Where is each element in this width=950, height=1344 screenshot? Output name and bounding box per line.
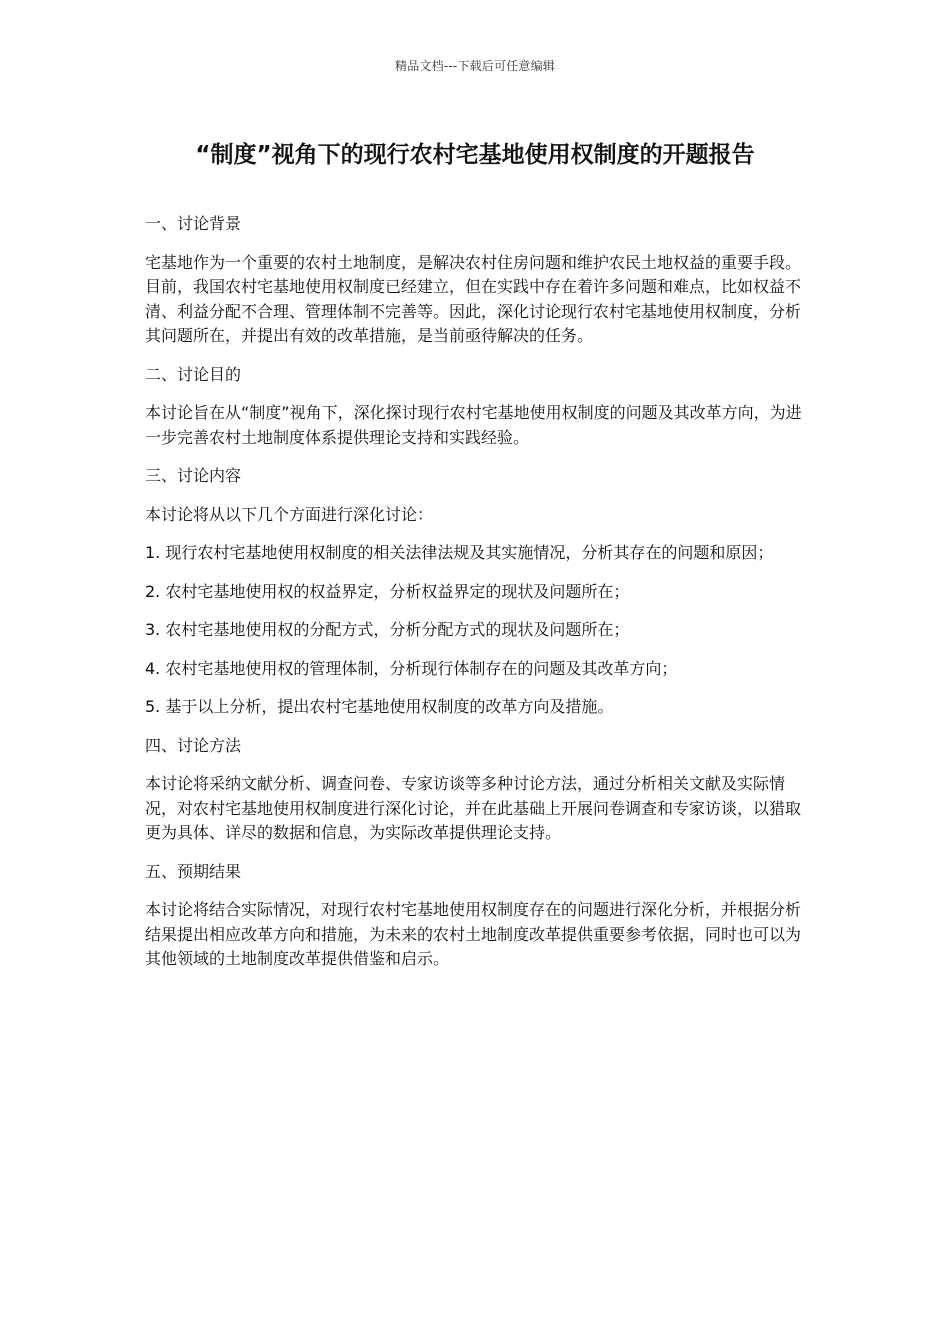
section-heading-methods: 四、讨论方法 — [145, 735, 242, 755]
paragraph-purpose: 本讨论旨在从“制度”视角下，深化探讨现行农村宅基地使用权制度的问题及其改革方向，为进一步完善农村土地制度体系提供理论支持和实践经验。 — [145, 403, 802, 447]
list-item: 3. 农村宅基地使用权的分配方式，分析分配方式的现状及问题所在； — [145, 620, 630, 639]
header-note: 精品文档---下载后可任意编辑 — [395, 59, 555, 73]
list-item: 5. 基于以上分析，提出农村宅基地使用权制度的改革方向及措施。 — [145, 697, 614, 716]
paragraph-content-intro: 本讨论将从以下几个方面进行深化讨论： — [145, 504, 434, 524]
list-item: 4. 农村宅基地使用权的管理体制，分析现行体制存在的问题及其改革方向； — [145, 658, 678, 678]
section-heading-content: 三、讨论内容 — [145, 466, 242, 485]
document-body — [145, 212, 803, 986]
section-heading-purpose: 二、讨论目的 — [145, 364, 242, 384]
section-heading-results: 五、预期结果 — [145, 861, 242, 881]
paragraph-results: 本讨论将结合实际情况，对现行农村宅基地使用权制度存在的问题进行深化分析，并根据分析结果提出相应改革方向和措施，为未来的农村土地制度改革提供重要参考依据，同时也可以为其他领域的土地制度改革提供借鉴和启示。 — [145, 900, 802, 968]
list-item: 2. 农村宅基地使用权的权益界定，分析权益界定的现状及问题所在； — [145, 581, 630, 601]
paragraph-background: 宅基地作为一个重要的农村土地制度，是解决农村住房问题和维护农民土地权益的重要手段。目前，我国农村宅基地使用权制度已经建立，但在实践中存在着许多问题和难点，比如权益不清、利益分配不合理、管理体制不完善等。因此，深化讨论现行农村宅基地使用权制度，分析其问题所在，并提出有效的改革措施，是当前亟待解决的任务。 — [145, 252, 802, 345]
list-item: 1. 现行农村宅基地使用权制度的相关法律法规及其实施情况，分析其存在的问题和原因； — [145, 543, 774, 562]
page-title: “制度”视角下的现行农村宅基地使用权制度的开题报告 — [195, 142, 755, 168]
paragraph-methods: 本讨论将采纳文献分析、调查问卷、专家访谈等多种讨论方法，通过分析相关文献及实际情况，对农村宅基地使用权制度进行深化讨论，并在此基础上开展问卷调查和专家访谈，以猎取更为具体、详尽的数据和信息，为实际改革提供理论支持。 — [145, 774, 802, 842]
section-heading-background: 一、讨论背景 — [145, 214, 242, 233]
